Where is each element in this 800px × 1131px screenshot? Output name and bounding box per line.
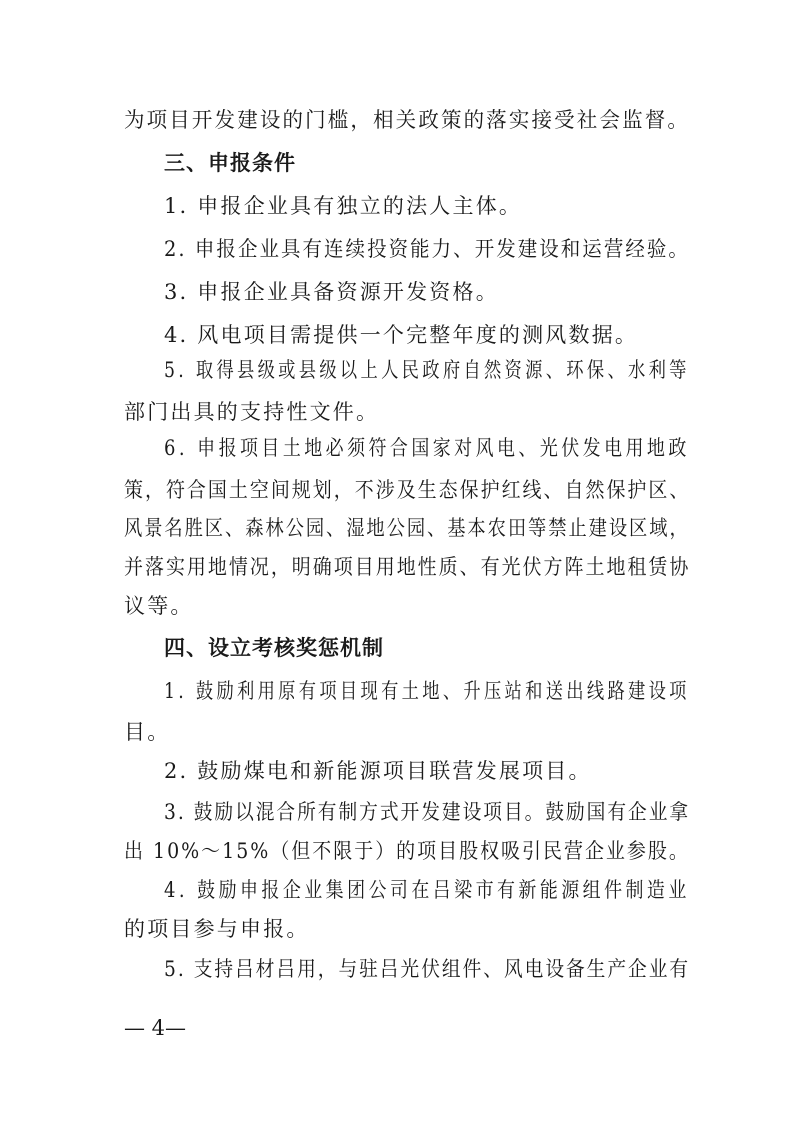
section-heading-assessment-mechanism: 四、设立考核奖惩机制: [164, 636, 384, 660]
list-item: 1. 申报企业具有独立的法人主体。: [164, 194, 523, 218]
list-item-continuation: 策，符合国土空间规划，不涉及生态保护红线、自然保护区、: [124, 478, 691, 502]
paragraph-line: 为项目开发建设的门槛，相关政策的落实接受社会监督。: [124, 108, 690, 132]
section-heading-application-conditions: 三、申报条件: [164, 151, 296, 175]
list-item: 2. 申报企业具有连续投资能力、开发建设和运营经验。: [164, 237, 690, 261]
list-item-continuation: 目。: [124, 720, 171, 744]
list-item: 4. 鼓励申报企业集团公司在吕梁市有新能源组件制造业: [164, 878, 690, 902]
list-item-continuation: 并落实用地情况，明确项目用地性质、有光伏方阵土地租赁协: [124, 555, 691, 579]
page-number: — 4—: [124, 1016, 187, 1040]
list-item-continuation: 部门出具的支持性文件。: [124, 400, 380, 424]
list-item: 1. 鼓励利用原有项目现有土地、升压站和送出线路建设项: [164, 679, 690, 703]
list-item: 3. 鼓励以混合所有制方式开发建设项目。鼓励国有企业拿: [164, 800, 691, 824]
list-item: 4. 风电项目需提供一个完整年度的测风数据。: [164, 323, 639, 347]
list-item-continuation: 的项目参与申报。: [124, 917, 310, 941]
list-item: 5. 支持吕材吕用，与驻吕光伏组件、风电设备生产企业有: [164, 957, 691, 981]
list-item: 3. 申报企业具备资源开发资格。: [164, 280, 499, 304]
list-item: 2. 鼓励煤电和新能源项目联营发展项目。: [164, 759, 592, 783]
list-item-continuation: 出 10%～15%（但不限于）的项目股权吸引民营企业参股。: [124, 839, 690, 863]
list-item: 5. 取得县级或县级以上人民政府自然资源、环保、水利等: [164, 358, 690, 382]
list-item-continuation: 议等。: [124, 594, 194, 618]
list-item-continuation: 风景名胜区、森林公园、湿地公园、基本农田等禁止建设区域，: [124, 516, 690, 540]
list-item: 6. 申报项目土地必须符合国家对风电、光伏发电用地政: [164, 436, 690, 460]
